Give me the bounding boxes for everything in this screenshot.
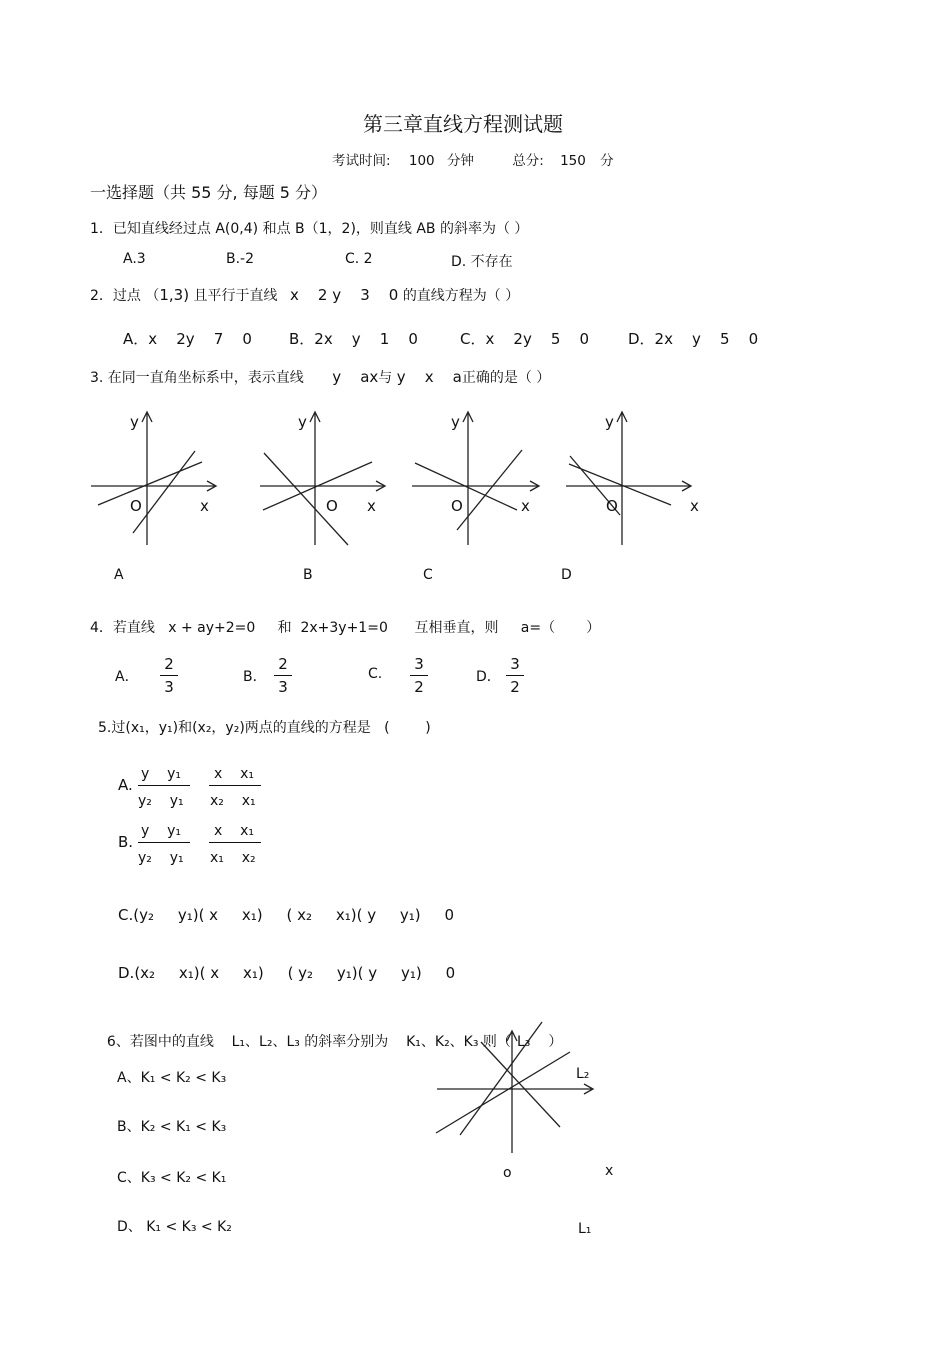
q3-graph-c-y-label: y xyxy=(451,413,460,431)
q5-option-b-den2: x₁ x₂ xyxy=(210,850,256,866)
q6-stem-close: ） xyxy=(548,1034,563,1050)
q3-graph-b-origin-label: O xyxy=(326,497,338,515)
q2-option-b: B．2x y 1 0 xyxy=(289,330,418,348)
q3-graph-b-option-label: B xyxy=(303,567,313,583)
q2-option-d: D．2x y 5 0 xyxy=(628,330,759,348)
total-value: 150 xyxy=(560,153,586,169)
q3-graph-c-option-label: C xyxy=(423,567,433,583)
total-unit: 分 xyxy=(600,153,614,169)
q4-option-b-label: B． xyxy=(243,669,267,685)
q5-option-d: D.(x₂ x₁)( x x₁) ( y₂ y₁)( y y₁) 0 xyxy=(118,964,456,982)
q1-option-a: A.3 xyxy=(123,251,146,267)
q3-graph-d-origin-label: O xyxy=(606,497,618,515)
q1-option-c: C. 2 xyxy=(345,251,373,267)
q3-graph-d-x-label: x xyxy=(690,497,699,515)
q4-option-a-label: A． xyxy=(115,669,139,685)
q4-option-d-label: D． xyxy=(476,669,501,685)
q5-option-b-den1: y₂ y₁ xyxy=(138,850,184,866)
q3-graph-a-origin-label: O xyxy=(130,497,142,515)
q6-graph-l2-label: L₂ xyxy=(576,1066,590,1082)
q5-option-b-num1: y y₁ xyxy=(141,823,181,839)
exam-time-value: 100 xyxy=(408,153,435,169)
q6-graph-line-l3 xyxy=(481,1042,560,1127)
q3-graph-a-x-label: x xyxy=(200,497,209,515)
q5-option-a-label: A. xyxy=(118,776,133,794)
q3-graph-b-y-label: y xyxy=(298,413,307,431)
q2-stem-pre: 2．过点 （ xyxy=(90,288,160,304)
q6-stem-l3: L₃ xyxy=(516,1034,531,1050)
q4-option-c-denominator: 2 xyxy=(414,678,424,696)
q6-stem-text: 6、若图中的直线 L₁、L₂、L₃ 的斜率分别为 K₁、K₂、K₃ 则（ xyxy=(106,1034,511,1050)
q6-graph-line-l2 xyxy=(436,1052,570,1133)
q4-option-a-numerator: 2 xyxy=(164,655,174,673)
q6-option-d: D、 K₁ < K₃ < K₂ xyxy=(117,1219,232,1235)
q3-graph-d-y-label: y xyxy=(605,413,614,431)
q2-stem-mid: 且平行于直线 xyxy=(193,288,278,304)
q3-stem-with: 与 xyxy=(378,370,393,386)
total-label: 总分: xyxy=(512,153,544,169)
q3-graph-a-option-label: A xyxy=(114,567,124,583)
q3-stem-pre: 3. 在同一直角坐标系中，表示直线 xyxy=(90,370,304,386)
q6-option-c: C、K₃ < K₂ < K₁ xyxy=(117,1170,227,1186)
q4-stem: 4．若直线 x + ay+2=0 和 2x+3y+1=0 互相垂直，则 a=（ ） xyxy=(90,620,601,636)
section-heading: 一选择题（共 55 分, 每题 5 分） xyxy=(90,183,328,202)
page-title: 第三章直线方程测试题 xyxy=(363,112,563,136)
q3-graph-a-y-label: y xyxy=(130,413,139,431)
q5-option-a-den1: y₂ y₁ xyxy=(138,793,184,809)
q6-graph-line-l1 xyxy=(460,1022,542,1135)
q2-option-c: C．x 2y 5 0 xyxy=(460,330,590,348)
q5-option-a-num1: y y₁ xyxy=(141,766,181,782)
q5-option-b-label: B. xyxy=(118,833,134,851)
q3-graph-c-origin-label: O xyxy=(451,497,463,515)
exam-time-unit: 分钟 xyxy=(446,153,474,169)
q4-option-c-numerator: 3 xyxy=(414,655,424,673)
q6-option-a: A、K₁ < K₂ < K₃ xyxy=(117,1070,227,1086)
q4-option-d-numerator: 3 xyxy=(510,655,520,673)
q2-stem-post: 的直线方程为（ ） xyxy=(402,288,520,304)
q6-graph-l1-label: L₁ xyxy=(578,1221,592,1237)
q2-option-a: A．x 2y 7 0 xyxy=(123,330,252,348)
q5-option-a-num2: x x₁ xyxy=(214,766,254,782)
q4-option-d-denominator: 2 xyxy=(510,678,520,696)
q2-stem-eq: x 2 y 3 0 xyxy=(289,286,399,304)
q1-option-b: B.-2 xyxy=(226,251,255,267)
exam-time-label: 考试时间: xyxy=(332,153,391,169)
q4-option-a-denominator: 3 xyxy=(164,678,174,696)
q1-option-d: D. 不存在 xyxy=(451,254,513,270)
q6-graph-x-label: x xyxy=(605,1163,614,1179)
q3-stem-eq1: y ax xyxy=(332,368,379,386)
q6-graph-origin-label: o xyxy=(503,1165,512,1181)
q3-graph-b-x-label: x xyxy=(367,497,376,515)
q3-graph-d-option-label: D xyxy=(561,567,572,583)
q5-stem: 5.过(x₁，y₁)和(x₂，y₂)两点的直线的方程是 ( ) xyxy=(98,720,431,736)
q3-stem-post: 正确的是（ ） xyxy=(461,370,551,386)
q1-stem: 1．已知直线经过点 A(0,4) 和点 B（1，2)，则直线 AB 的斜率为（ ） xyxy=(90,221,529,237)
q5-option-a-den2: x₂ x₁ xyxy=(210,793,256,809)
q3-graph-c-x-label: x xyxy=(521,497,530,515)
q3-stem-eq2: y x a xyxy=(396,368,462,386)
q6-option-b: B、K₂ < K₁ < K₃ xyxy=(117,1119,227,1135)
q2-stem-point: 1,3) xyxy=(159,286,190,304)
q4-option-c-label: C. xyxy=(368,666,383,682)
q5-option-c: C.(y₂ y₁)( x x₁) ( x₂ x₁)( y y₁) 0 xyxy=(118,906,455,924)
q4-option-b-numerator: 2 xyxy=(278,655,288,673)
q4-option-b-denominator: 3 xyxy=(278,678,288,696)
q5-option-b-num2: x x₁ xyxy=(214,823,254,839)
